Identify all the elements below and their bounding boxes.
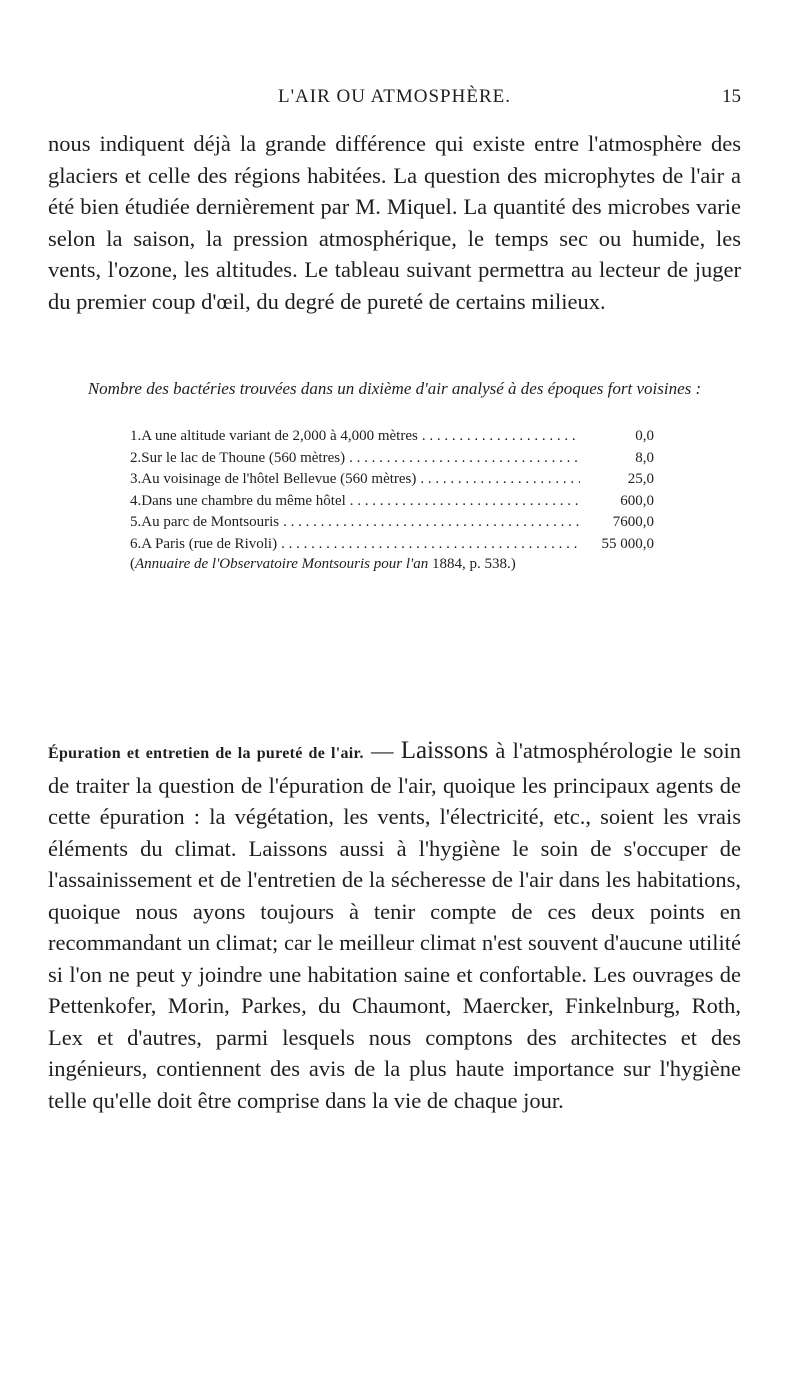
row-value: 0,0 xyxy=(635,428,654,444)
row-number: 3. xyxy=(130,471,142,487)
running-title: L'AIR OU ATMOSPHÈRE. xyxy=(278,86,511,107)
row-value: 25,0 xyxy=(627,471,654,487)
row-label: A une altitude variant de 2,000 à 4,000 mètres xyxy=(141,428,418,444)
row-value: 55 000,0 xyxy=(601,535,654,552)
table-source xyxy=(130,554,690,575)
page-number: 15 xyxy=(722,86,741,107)
table-row xyxy=(130,469,654,491)
row-label: Au parc de Montsouris xyxy=(141,514,280,530)
section-paragraph xyxy=(48,735,741,1116)
leader-dots xyxy=(350,491,580,513)
source-title: Annuaire de l'Observatoire Montsouris pour l'an xyxy=(135,556,429,572)
running-header xyxy=(48,86,741,114)
paragraph-section xyxy=(48,735,741,1116)
paragraph-text: nous indiquent déjà la grande différence qui existe entre l'atmosphère des glaciers et celle des régions habitées. La question des microphytes de l'air a été bien étudiée dernièrement par M. Miquel. La quantité des microbes varie selon la saison, la pression atmosphérique, le temps sec ou humide, les vents, l'ozone, les altitudes. Le tableau suivant permettra au lecteur de juger du premier coup d'œil, du degré de pureté de certains milieux. xyxy=(48,131,741,314)
row-value: 8,0 xyxy=(635,449,654,466)
row-number: 1. xyxy=(130,428,142,444)
table-row xyxy=(130,426,654,448)
row-number: 4. xyxy=(130,492,142,509)
paragraph-intro xyxy=(48,128,741,317)
source-paren: ( xyxy=(130,556,135,572)
heading-dash: — xyxy=(363,738,401,763)
section-text: à l'atmosphérologie le soin de traiter la question de l'épuration de l'air, quoique les principaux agents de cette épuration : la végétation, les vents, l'électricité, etc., soient les vrais éléments du climat. Laissons aussi à l'hygiène le soin de s'occuper de l'assainissement et de l'entretien de la sécheresse de l'air dans les habitations, quoique nous ayons toujours à tenir compte de ces deux points en recommandant un climat; car le meilleur climat n'est souvent d'aucune utilité si l'on ne peut y joindre une habitation saine et confortable. Les ouvrages de Pettenkofer, Morin, Parkes, du Chaumont, Maercker, Finkelnburg, Roth, Lex et d'autres, parmi lesquels nous comptons des architectes et des ingénieurs, contiennent des avis de la plus haute importance sur l'hygiène telle qu'elle doit être comprise dans la vie de chaque jour. xyxy=(48,738,741,1113)
leader-dots xyxy=(420,469,580,491)
table-row xyxy=(130,448,654,470)
row-value: 600,0 xyxy=(620,492,654,509)
row-value: 7600,0 xyxy=(612,514,654,530)
leader-dots xyxy=(281,534,580,556)
row-number: 6. xyxy=(130,535,142,552)
source-reference: 1884, p. 538.) xyxy=(428,556,516,572)
row-label: A Paris (rue de Rivoli) xyxy=(141,535,278,552)
bacteria-table xyxy=(130,426,654,555)
row-label: Au voisinage de l'hôtel Bellevue (560 mètres) xyxy=(141,471,417,487)
leader-dots xyxy=(422,426,580,448)
table-row xyxy=(130,534,654,556)
row-number: 5. xyxy=(130,514,142,530)
table-row xyxy=(130,512,654,534)
table-row xyxy=(130,491,654,513)
row-label: Sur le lac de Thoune (560 mètres) xyxy=(141,449,346,466)
row-label: Dans une chambre du même hôtel xyxy=(141,492,346,509)
section-first-word: Laissons xyxy=(400,737,489,764)
section-heading: Épuration et entretien de la pureté de l'air. xyxy=(48,745,364,762)
table-caption: Nombre des bactéries trouvées dans un dixième d'air analysé à des époques fort voisines : xyxy=(87,379,702,398)
leader-dots xyxy=(349,448,580,470)
leader-dots xyxy=(283,512,580,534)
row-number: 2. xyxy=(130,449,142,466)
